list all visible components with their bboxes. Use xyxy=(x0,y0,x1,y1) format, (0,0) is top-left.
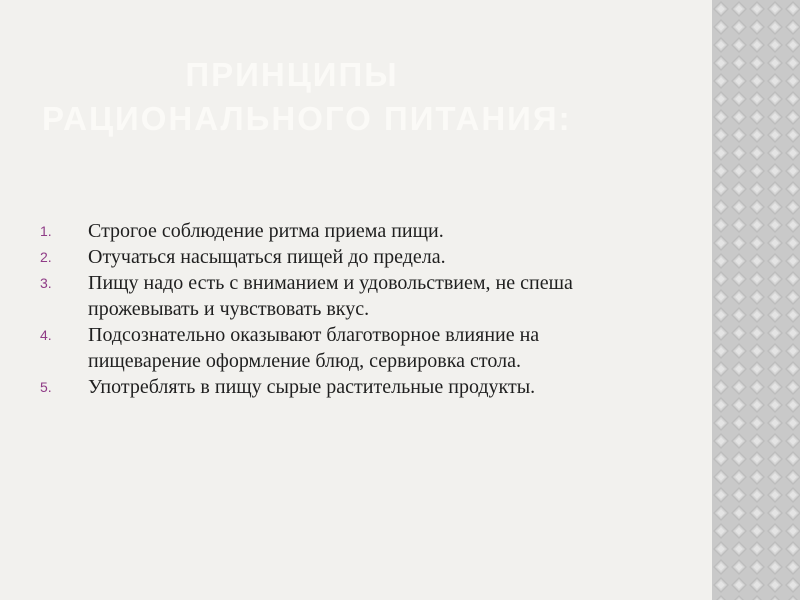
list-item-text: Употреблять в пищу сырые растительные продукты. xyxy=(88,376,536,398)
list-number: 4. xyxy=(40,327,52,343)
decorative-pattern-strip xyxy=(712,0,800,600)
list-number: 5. xyxy=(40,379,52,395)
list-item xyxy=(40,270,680,322)
list-item-text: Подсознательно оказывают благотворное влияние на пищеварение оформление блюд, сервировка стола. xyxy=(88,324,540,372)
principles-list xyxy=(40,218,680,400)
list-number: 3. xyxy=(40,275,52,291)
list-item xyxy=(40,322,680,374)
list-number: 1. xyxy=(40,223,52,239)
list-number: 2. xyxy=(40,249,52,265)
list-item xyxy=(40,218,680,244)
title-line-2: РАЦИОНАЛЬНОГО ПИТАНИЯ: xyxy=(42,100,572,137)
list-item-text: Пищу надо есть с вниманием и удовольствием, не спеша прожевывать и чувствовать вкус. xyxy=(88,272,573,320)
diamond-pattern xyxy=(712,0,800,600)
slide-title xyxy=(42,53,682,141)
list-item xyxy=(40,374,680,400)
list-item-text: Отучаться насыщаться пищей до предела. xyxy=(88,246,446,268)
title-line-1: ПРИНЦИПЫ xyxy=(185,56,399,93)
list-item-text: Строгое соблюдение ритма приема пищи. xyxy=(88,220,444,242)
list-item xyxy=(40,244,680,270)
